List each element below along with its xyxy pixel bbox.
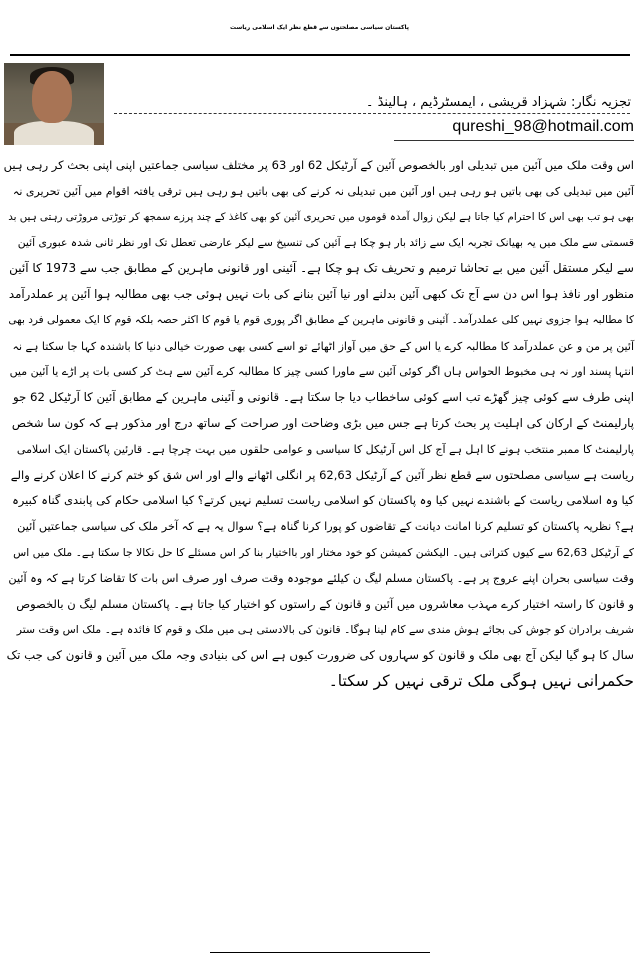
article-line: و قانون کا راستہ اختیار کرے مہذب معاشروں میں آئین و قانون کے راستوں کو اختیار کیا جاتا ہے۔ پاکستان مسلم لیگ ن بالخصوص [16, 596, 634, 611]
article-line: ریاست ہے سیاسی مصلحتوں سے قطع نظر آئین کے آرٹیکل 62,63 پر انگلی اٹھانے والے اور اس شق کو ختم کرنے کا اعلان کرنے والے [10, 467, 634, 482]
article-line: حکمرانی نہیں ہوگی ملک ترقی نہیں کر سکتا۔ [328, 671, 634, 690]
article-line: منظور اور نافذ ہوا اس دن سے آج تک کبھی آئین بدلنے اور نیا آئین بنانے کی بات نہیں ہوئی جب بھی مطالبہ ہوا آئین پر عملدرآمد [8, 286, 634, 301]
article-line: آئین پر من و عن عملدرآمد کا مطالبہ کرے یا اس کے حق میں آواز اٹھائے تو اسے کسی بھی صورت خیالی دنیا کا باشندہ کہا جا سکتا ہے نہ [12, 339, 634, 353]
end-of-article-rule [210, 952, 430, 953]
article-line: سے لیکر مستقل آئین میں بے تحاشا ترمیم و تحریف تک ہو چکا ہے۔ آئینی اور قانونی ماہرین کے مطابق جب سے 1973 کا آئین [9, 261, 634, 276]
article-line: بھی ہو تب بھی اس کا احترام کیا جاتا ہے لیکن زوال آمدہ قوموں میں تحریری آئین کو بھی کاغذ کے چند پرزے سمجھ کر توڑتی مروڑتی رہتی ہیں بد [8, 210, 634, 223]
article-line: کا مطالبہ ہوا جزوی نہیں کلی عملدرآمد۔ آئینی و قانونی ماہرین کے مطابق اگر پوری قوم یا قوم کا اکثر حصہ بلکہ قوم کا ایک معمولی فرد بھی [8, 313, 634, 326]
email-underline [394, 140, 634, 141]
author-email: qureshi_98@hotmail.com [452, 118, 634, 135]
author-photo [4, 63, 104, 145]
article-body [4, 153, 634, 695]
headline-divider [10, 54, 630, 56]
article-line: پارلیمنٹ کا ممبر منتخب ہونے کا اہل ہے آج کل اس آرٹیکل کا سیاسی و عوامی حلقوں میں بہت چرچا ہے۔ قارئین پاکستان ایک اسلامی [16, 442, 634, 456]
article-line: ہے؟ نظریہ پاکستان کو تسلیم کرنا امانت دیانت کے تقاضوں کو پورا کرنا گناہ ہے؟ سوال یہ ہے کہ آخر ملک کی سیاسی جماعتیں آئین [17, 520, 634, 534]
article-line: آئین میں تبدیلی کی بھی باتیں ہو رہی ہیں اور آئین میں تبدیلی نہ کرنے کی بھی باتیں ہو رہی ہیں ترقی یافتہ اقوام میں آئین تحریری نہ [12, 184, 634, 198]
article-line: شریف برادران کو جوش کی بجائے ہوش مندی سے کام لینا ہوگا۔ قانون کی بالادستی ہی میں ملک و قوم کا فائدہ ہے۔ ملک اس وقت ستر [16, 623, 634, 637]
article-line: اپنی طرف سے کوئی چیز گھڑے تب اسے کوئی ساخطاب دیا جا سکتا ہے۔ قانونی و آئینی ماہرین کے مطابق آئین کا آرٹیکل 62 جو [12, 390, 634, 405]
article-line: وقت سیاسی بحران اپنے عروج پر ہے۔ پاکستان مسلم لیگ ن کیلئے موجودہ وقت صرف اور صرف اس بات کا تقاضا کرتا ہے کہ وہ آئین [8, 571, 634, 585]
article-line: کے آرٹیکل 62,63 سے کیوں کتراتی ہیں۔ الیکشن کمیشن کو خود مختار اور بااختیار بنا کر اس مسئلے کا حل نکالا جا سکتا ہے۔ ملک میں اس [13, 545, 634, 559]
article-line: پارلیمنٹ کے ارکان کی اہلیت پر بحث کرتا ہے جس میں بڑی وضاحت اور صراحت کے ساتھ درج اور مذکور ہے کہ کون سا شخص [11, 415, 634, 430]
article-line: سال کا ہو گیا لیکن آج بھی ملک و قانون کو سہاروں کی ضرورت کیوں ہے اس کی بنیادی وجہ ملک میں آئین و قانون کی جب تک [6, 648, 634, 663]
article-line: کیا وہ اسلامی ریاست کے باشندے نہیں کیا وہ پاکستان کو اسلامی ریاست تسلیم نہیں کرتے؟ کیا اسلامی حکام کی پابندی گناہ کبیرہ [12, 493, 634, 508]
article-line: اس وقت ملک میں آئین میں تبدیلی اور بالخصوص آئین کے آرٹیکل 62 اور 63 پر مختلف سیاسی جماعتیں اپنی اپنی بحث کر رہی ہیں [3, 158, 634, 172]
byline-divider [114, 113, 630, 114]
article-line: انتہا پسند اور نہ ہی مخبوط الحواس ہاں اگر کوئی آئین سے ماورا کسی چیز کا مطالبہ کرے آئین سے ہٹ کر کسی بات پر اڑے یا آئین میں [9, 365, 634, 379]
article-line: قسمتی سے ملک میں یہ بھیانک تجربہ ایک سے زائد بار ہو چکا ہے آئین کی تنسیخ سے لیکر عارضی تعطل تک اور نظر ثانی شدہ عبوری آئین [17, 236, 634, 250]
article-headline: پاکستان سیاسی مصلحتوں سے قطع نظر ایک اسلامی ریاست [229, 24, 410, 31]
author-byline: تجزیہ نگار: شہزاد قریشی ، ایمسٹرڈیم ، ہالینڈ ۔ [365, 95, 631, 110]
